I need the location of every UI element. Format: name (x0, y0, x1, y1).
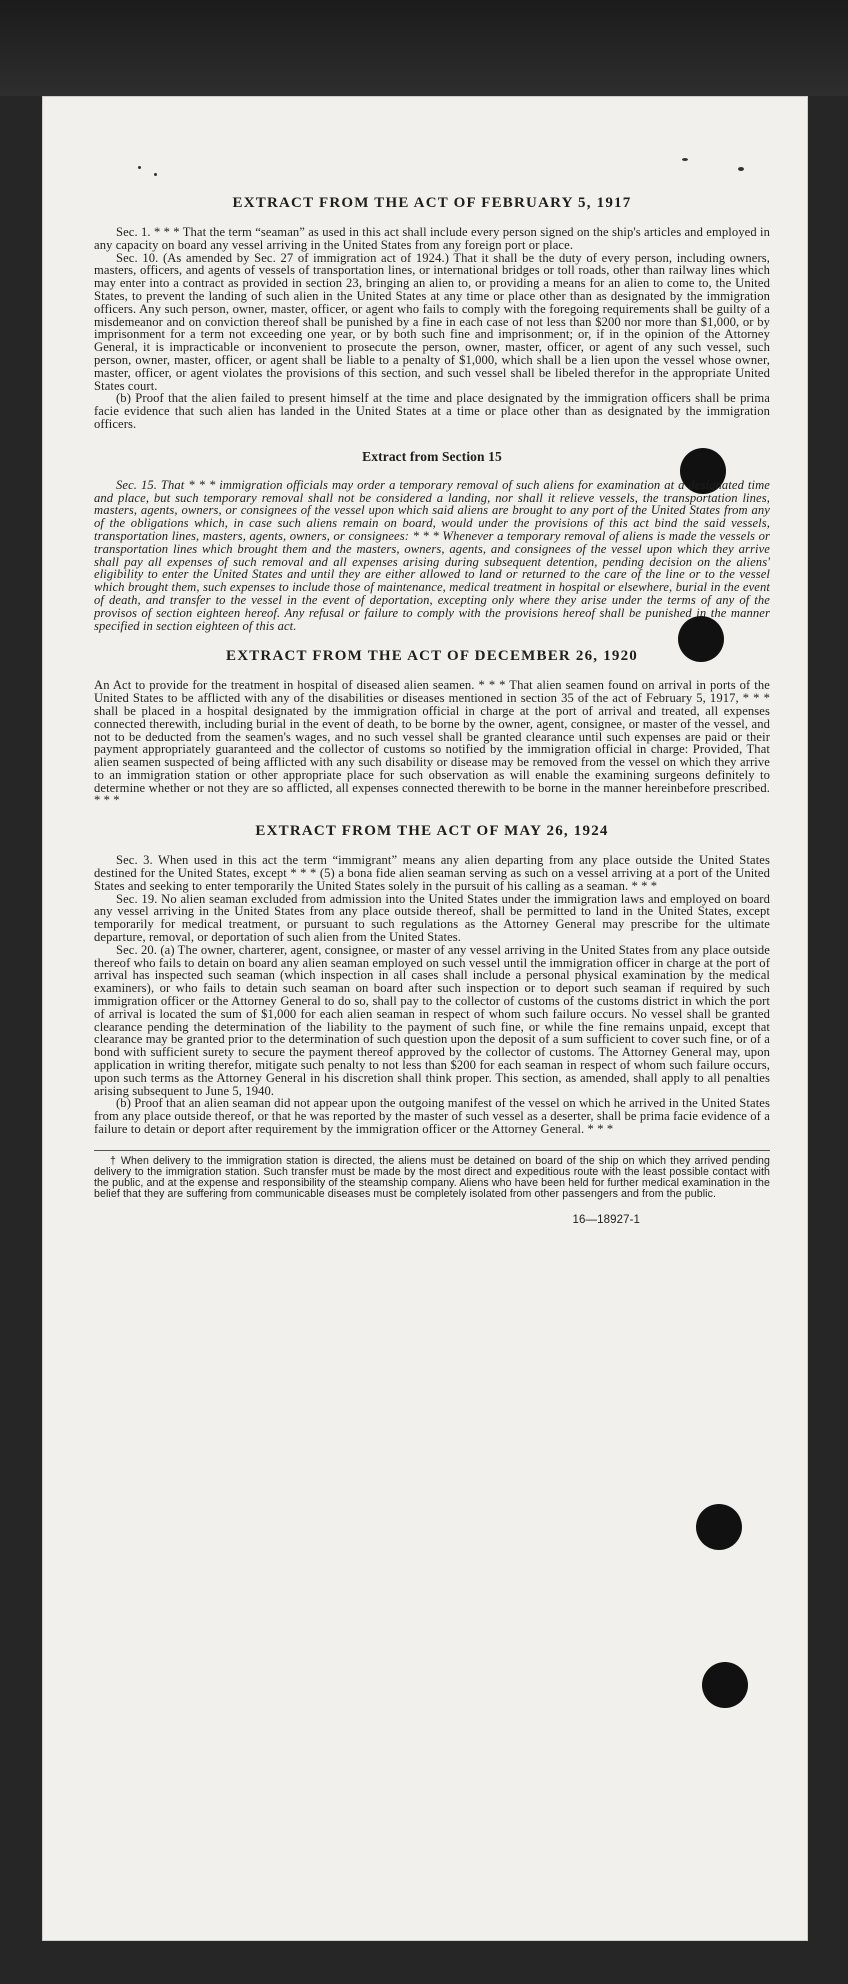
section-15-heading: Extract from Section 15 (362, 448, 502, 464)
scanner-frame (0, 0, 848, 96)
ink-speck (138, 166, 141, 169)
section-title-dec-1920: EXTRACT FROM THE ACT OF DECEMBER 26, 1920 (225, 648, 639, 665)
dec-1920-paragraph: An Act to provide for the treatment in hospital of diseased alien seamen. * * * That alien seamen found on arrival in ports of the United States to be afflicted with any of the disabilities or diseases mentioned in section 35 of the act of February 5, 1917, * * * shall be placed in a hospital designated by the immigration official in charge at the port of arrival and treated, all expenses connected therewith, including burial in the event of death, to be borne by the owner, agent, consignee, or master of the vessel, and not to be deducted from the seamen's wages, and no such vessel shall be granted clearance until such expenses are paid or their payment appropriately guaranteed and the collector of customs so notified by the immigration official in charge: Provided, That alien seamen suspected of being afflicted with any such disability or disease may be removed from the vessel on which they arrive to an immigration station or other appropriate place for such observation as will enable the examining surgeons definitely to determine whether or not they are so afflicted, all expenses connected therewith to be borne in the manner hereinbefore prescribed. * * * (94, 678, 770, 808)
ink-speck (154, 173, 157, 176)
punch-hole (696, 1504, 742, 1550)
section-title-feb-1917: EXTRACT FROM THE ACT OF FEBRUARY 5, 1917 (232, 195, 632, 211)
document-page (42, 96, 808, 1941)
section-3-paragraph: Sec. 3. When used in this act the term “immigrant” means any alien departing from any place outside the United States destined for the United States, except * * * (5) a bona fide alien seaman serving as such on a vessel arriving at a port of the United States and seeking to enter temporarily the United States solely in the pursuit of his calling as a seaman. * * * (94, 853, 770, 893)
section-15-block (94, 479, 770, 633)
footnote (94, 1150, 770, 1200)
section-20-a-paragraph: Sec. 20. (a) The owner, charterer, agent, consignee, or master of any vessel arriving in the United States from any place outside thereof who fails to detain on board any alien seaman employed on such vessel until the immigration officer in charge at the port of arrival has inspected such seaman (which inspection in all cases shall include a personal physical examination by the medical examiners), or who fails to detain such seaman on board after such inspection or to deport such seaman if required by such immigration officer or the Attorney General to do so, shall pay to the collector of customs of the customs district in which the port of arrival is located the sum of $1,000 for each alien seaman in respect of whom such failure occurs. No vessel shall be granted clearance pending the determination of the liability to the payment of such fine, or while the fine remains unpaid, except that clearance may be granted prior to the determination of such question upon the deposit of a sum sufficient to cover such fine, or of a bond with sufficient surety to secure the payment thereof approved by the collector of customs. The Attorney General may, upon application in writing therefor, mitigate such penalty to not less than $200 for each seaman in respect of whom such failure occurs, upon such terms as the Attorney General in his discretion shall think proper. This section, as amended, shall apply to all penalties arising subsequent to June 5, 1940. (94, 942, 770, 1098)
document-body (94, 194, 770, 1227)
punch-hole (702, 1662, 748, 1708)
section-10-paragraph: Sec. 10. (As amended by Sec. 27 of immigration act of 1924.) That it shall be the duty of every person, including owners, masters, officers, and agents of vessels of transportation lines, or international bridges or toll roads, other than railway lines which may enter into a contract as provided in section 23, bringing an alien to, or providing a means for an alien to come to, the United States, to prevent the landing of such alien in the United States at any time or place other than as designated by the immigration officers. Any such person, owner, master, officer, or agent who fails to comply with the foregoing requirements shall be guilty of a misdemeanor and on conviction thereof shall be punished by a fine in each case of not less than $200 nor more than $1,000, or by imprisonment for a term not exceeding one year, or by both such fine and imprisonment; or, if in the opinion of the Attorney General, it is impracticable or inconvenient to prosecute the person, owner, master, officer, or agent of any such vessel, such person, owner, master, officer, or agent shall be liable to a penalty of $1,000, which shall be a lien upon the vessel whose owner, master, officer, or agent violates the provisions of this section, and such vessel shall be libeled therefor in the appropriate United States court. (94, 250, 770, 393)
spacer (94, 807, 770, 822)
section-19-paragraph: Sec. 19. No alien seaman excluded from admission into the United States under the immigration laws and employed on board any vessel arriving in the United States from any place outside thereof, shall be permitted to land in the United States, except temporarily for medical treatment, or pursuant to such regulations as the Attorney General may prescribe for the ultimate departure, removal, or deportation of such alien from the United States. (94, 891, 770, 945)
ink-speck (738, 167, 744, 171)
footnote-text: † When delivery to the immigration station is directed, the aliens must be detained on board of the ship on which they arrived pending delivery to the immigration station. Such transfer must be made by the most direct and expeditious route with the least possible contact with the public, and at the expense and responsibility of the steamship company. Aliens who have been held for further medical examination in the belief that they are suffering from communicable diseases must be completely isolated from other passengers and from the public. (94, 1154, 770, 1200)
section-title-may-1924: EXTRACT FROM THE ACT OF MAY 26, 1924 (255, 823, 609, 840)
section-15-paragraph: Sec. 15. That * * * immigration officials may order a temporary removal of such aliens for examination at a designated time and place, but such temporary removal shall not be considered a landing, nor shall it relieve vessels, the transportation lines, masters, agents, owners, or consignees of the vessel upon which said aliens are brought to any port of the United States from any of the obligations which, in case such aliens remain on board, would under the provisions of this act bind the said vessels, transportation lines, masters, agents, owners, or consignees: * * * Whenever a temporary removal of aliens is made the vessels or transportation lines which brought them and the masters, owners, agents, and consignees of the vessel upon which they arrive shall pay all expenses of such removal and all expenses arising during subsequent detention, pending decision on the aliens' eligibility to enter the United States and until they are either allowed to land or returned to the care of the line or to the vessel which brought them, such expenses to include those of maintenance, medical treatment in hospital or elsewhere, burial in the event of death, and transfer to the vessel in the event of deportation, excepting only where they arise under the terms of any of the provisos of section eighteen hereof. Any refusal or failure to comply with the provisions hereof shall be punished in the manner specified in section eighteen of this act. (94, 477, 770, 633)
spacer (94, 632, 770, 647)
section-20-b-paragraph: (b) Proof that an alien seaman did not appear upon the outgoing manifest of the vessel on which he arrived in the United States from any place outside thereof, or that he was reported by the master of such vessel as a deserter, shall be prima facie evidence of a failure to detain or deport after requirement by the immigration officer or the Attorney General. * * * (94, 1096, 770, 1137)
section-10-b-paragraph: (b) Proof that the alien failed to present himself at the time and place designated by the immigration officers shall be prima facie evidence that such alien has landed in the United States at a time or place other than as designated by the immigration officers. (94, 391, 770, 431)
section-1-paragraph: Sec. 1. * * * That the term “seaman” as used in this act shall include every person signed on the ship's articles and employed in any capacity on board any vessel arriving in the United States from any foreign port or place. (94, 225, 770, 252)
ink-speck (682, 158, 688, 161)
form-number: 16—18927-1 (572, 1213, 640, 1226)
